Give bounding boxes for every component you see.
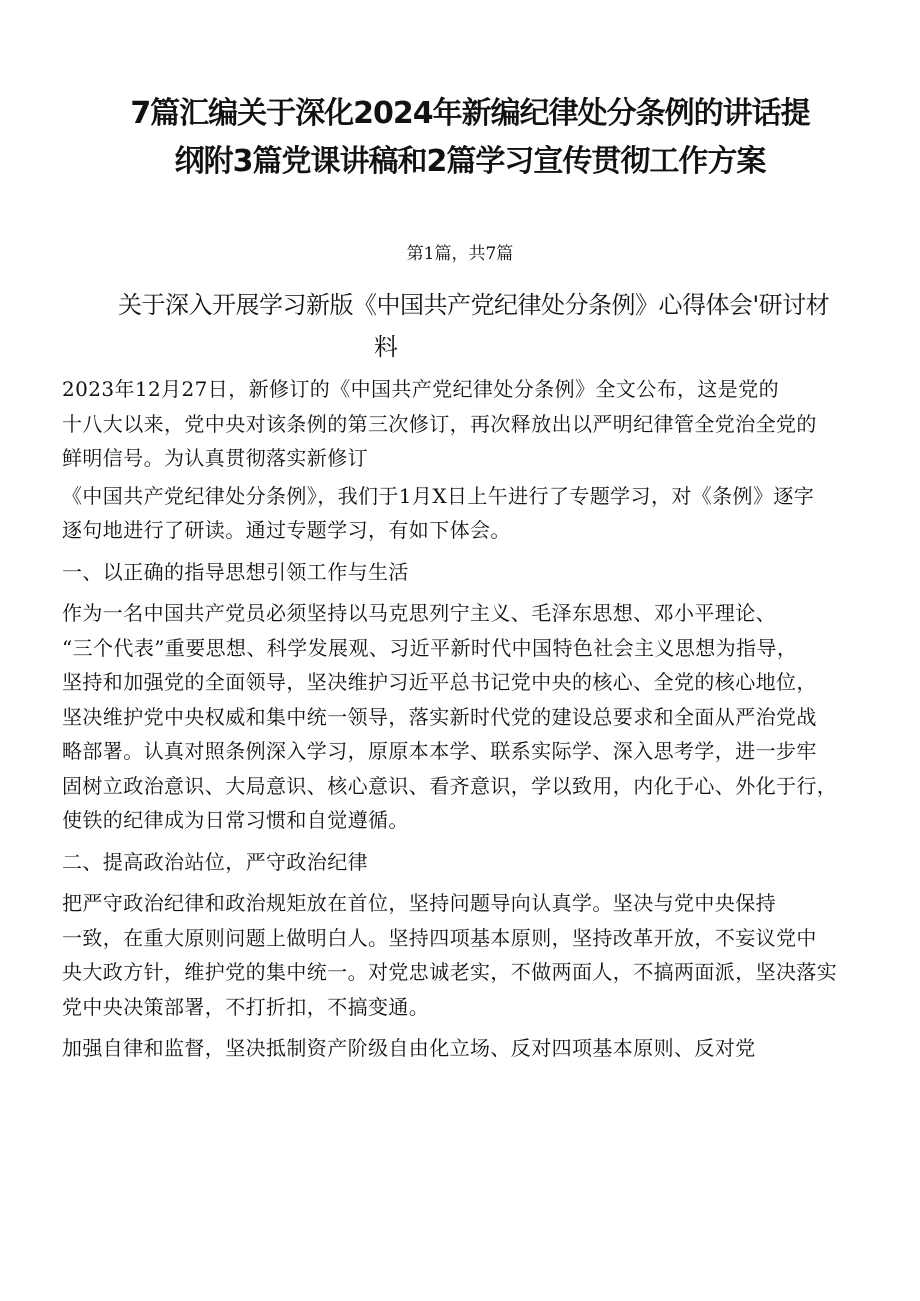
article-title-line-2: 料 xyxy=(374,333,398,361)
part-counter: 第1篇，共7篇 xyxy=(406,244,514,264)
article-body xyxy=(62,372,862,1069)
article-title xyxy=(118,284,878,368)
paragraph-section-2-continued: 加强自律和监督，坚决抵制资产阶级自由化立场、反对四项基本原则、反对党 xyxy=(62,1036,756,1060)
article-title-line-1: 关于深入开展学习新版《中国共产党纪律处分条例》心得体会'研讨材 xyxy=(118,291,830,319)
paragraph-intro: 2023年12月27日，新修订的《中国共产党纪律处分条例》全文公布，这是党的 十八大以来，党中央对该条例的第三次修订，再次释放出以严明纪律管全党治全党的 鲜明信号。为认真贯彻落实新修订 xyxy=(62,377,817,470)
section-heading-1: 一、以正确的指导思想引领工作与生活 xyxy=(62,559,409,584)
document-title-line-1: 7篇汇编关于深化2024年新编纪律处分条例的讲话提 xyxy=(130,96,810,131)
document-title xyxy=(110,90,830,186)
paragraph-intro-continued: 《中国共产党纪律处分条例》，我们于1月X日上午进行了专题学习，对《条例》逐字 逐句地进行了研读。通过专题学习，有如下体会。 xyxy=(62,483,815,542)
section-heading-2: 二、提高政治站位，严守政治纪律 xyxy=(62,849,368,874)
paragraph-section-2: 把严守政治纪律和政治规矩放在首位，坚持问题导向认真学。坚决与党中央保持 一致，在重大原则问题上做明白人。坚持四项基本原则，坚持改革开放，不妄议党中 央大政方针，维护党的集中统一。对党忠诚老实，不做两面人，不搞两面派，坚决落实 党中央决策部署，不打折扣，不搞变通。 xyxy=(62,891,838,1019)
document-title-line-2: 纲附3篇党课讲稿和2篇学习宣传贯彻工作方案 xyxy=(174,144,766,179)
paragraph-section-1: 作为一名中国共产党员必须坚持以马克思列宁主义、毛泽东思想、邓小平理论、 “三个代表”重要思想、科学发展观、习近平新时代中国特色社会主义思想为指导， 坚持和加强党的全面领导，坚决维护习近平总书记党中央的核心、全党的核心地位， 坚决维护党中央权威和集中统一领导，落实新时代党的建设总要求和全面从严治党战 略部署。认真对照条例深入学习，原原本本学、联系实际学、深入思考学，进一步牢 固树立政治意识、大局意识、核心意识、看齐意识，学以致用，内化于心、外化于行， 使铁的纪律成为日常习惯和自觉遵循。 xyxy=(62,601,838,832)
